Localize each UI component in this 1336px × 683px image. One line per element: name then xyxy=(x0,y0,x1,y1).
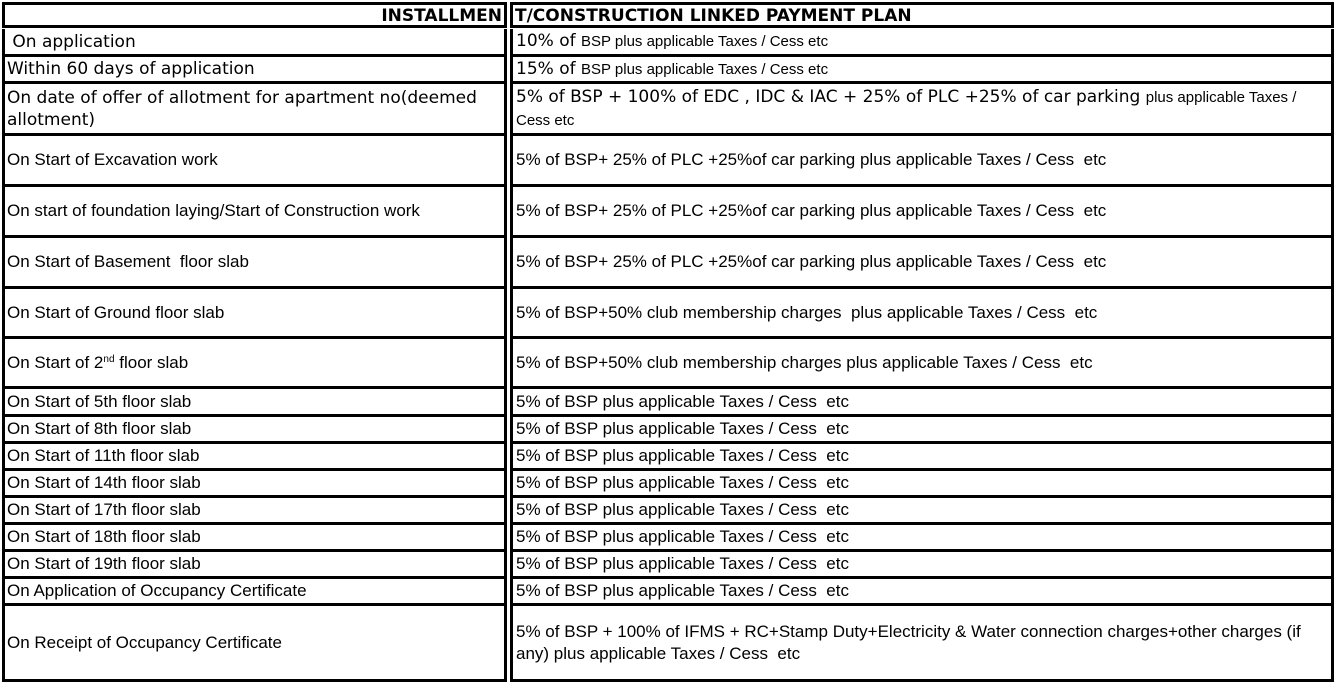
payment-cell xyxy=(510,525,1334,552)
stage-label: On Start of 17th floor slab xyxy=(7,500,201,519)
table-row xyxy=(0,136,1336,187)
stage-cell xyxy=(2,552,507,579)
table-title-left: INSTALLMEN xyxy=(2,2,507,28)
stage-label: On Receipt of Occupancy Certificate xyxy=(7,632,282,652)
stage-cell xyxy=(2,57,507,84)
stage-label: On application xyxy=(7,31,136,52)
table-row xyxy=(0,339,1336,389)
table-row xyxy=(0,552,1336,579)
stage-cell xyxy=(2,84,507,136)
payment-detail: 5% of BSP plus applicable Taxes / Cess etc xyxy=(516,391,849,411)
stage-cell xyxy=(2,289,507,339)
payment-detail: 5% of BSP+ 25% of PLC +25%of car parking plus applicable Taxes / Cess etc xyxy=(516,252,1107,271)
payment-cell xyxy=(510,57,1334,84)
stage-label: On date of offer of allotment for apartment no(deemed allotment) xyxy=(7,87,477,130)
table-row xyxy=(0,525,1336,552)
stage-cell xyxy=(2,417,507,444)
stage-cell xyxy=(2,389,507,417)
stage-cell xyxy=(2,579,507,606)
stage-label: On Start of Excavation work xyxy=(7,150,218,169)
payment-detail: 5% of BSP plus applicable Taxes / Cess etc xyxy=(516,581,849,600)
payment-cell xyxy=(510,136,1334,187)
payment-detail: 5% of BSP plus applicable Taxes / Cess etc xyxy=(516,473,849,492)
payment-cell xyxy=(510,389,1334,417)
payment-detail: 5% of BSP+ 25% of PLC +25%of car parking plus applicable Taxes / Cess etc xyxy=(516,201,1107,220)
payment-percent: 15% of xyxy=(516,58,581,79)
ordinal-suffix: nd xyxy=(103,353,115,365)
stage-cell xyxy=(2,444,507,471)
stage-cell xyxy=(2,606,507,682)
stage-cell xyxy=(2,525,507,552)
payment-cell xyxy=(510,606,1334,682)
payment-cell xyxy=(510,498,1334,525)
stage-label: On start of foundation laying/Start of Construction work xyxy=(7,201,420,220)
payment-detail: BSP plus applicable Taxes / Cess etc xyxy=(580,60,829,78)
stage-cell xyxy=(2,187,507,238)
payment-detail: 5% of BSP+ 25% of PLC +25%of car parking plus applicable Taxes / Cess etc xyxy=(516,150,1107,169)
stage-label: On Start of 8th floor slab xyxy=(7,419,192,438)
stage-label: On Start of Basement floor slab xyxy=(7,252,249,271)
stage-label: On Start of 2nd floor slab xyxy=(7,352,189,372)
stage-cell xyxy=(2,238,507,289)
payment-detail: 5% of BSP plus applicable Taxes / Cess etc xyxy=(516,554,849,573)
payment-detail: 5% of BSP+50% club membership charges plus applicable Taxes / Cess etc xyxy=(516,302,1098,322)
payment-detail: BSP plus applicable Taxes / Cess etc xyxy=(580,33,829,50)
payment-cell xyxy=(510,444,1334,471)
payment-percent: 5% of BSP + 100% of EDC , IDC & IAC + 25% of PLC +25% of car parking xyxy=(516,86,1146,107)
table-row xyxy=(0,579,1336,606)
table-row xyxy=(0,187,1336,238)
payment-detail: 5% of BSP plus applicable Taxes / Cess etc xyxy=(516,500,849,519)
table-row xyxy=(0,417,1336,444)
payment-cell xyxy=(510,84,1334,136)
payment-detail: 5% of BSP plus applicable Taxes / Cess etc xyxy=(516,527,849,546)
table-row xyxy=(0,289,1336,339)
stage-cell xyxy=(2,339,507,389)
stage-label: On Start of 19th floor slab xyxy=(7,554,201,573)
payment-cell xyxy=(510,289,1334,339)
payment-cell xyxy=(510,471,1334,498)
payment-cell xyxy=(510,238,1334,289)
table-row xyxy=(0,444,1336,471)
payment-cell xyxy=(510,417,1334,444)
stage-label: On Start of 5th floor slab xyxy=(7,391,192,411)
table-row xyxy=(0,29,1336,57)
stage-cell xyxy=(2,29,507,57)
stage-label: On Start of 11th floor slab xyxy=(7,446,200,465)
payment-detail: 5% of BSP plus applicable Taxes / Cess etc xyxy=(516,446,849,465)
stage-cell xyxy=(2,136,507,187)
stage-label: On Start of 18th floor slab xyxy=(7,527,201,546)
payment-cell xyxy=(510,187,1334,238)
payment-cell xyxy=(510,552,1334,579)
table-row xyxy=(0,606,1336,682)
table-row xyxy=(0,471,1336,498)
table-row xyxy=(0,57,1336,84)
table-row xyxy=(0,238,1336,289)
table-title-right: T/CONSTRUCTION LINKED PAYMENT PLAN xyxy=(510,2,1334,28)
table-row xyxy=(0,84,1336,136)
payment-detail: plus applicable Taxes / Cess etc xyxy=(516,88,1297,129)
payment-percent: 10% of xyxy=(516,31,581,51)
stage-cell xyxy=(2,471,507,498)
table-row xyxy=(0,498,1336,525)
payment-detail: 5% of BSP plus applicable Taxes / Cess etc xyxy=(516,419,849,438)
payment-detail: 5% of BSP + 100% of IFMS + RC+Stamp Duty+Electricity & Water connection charges+other charges (if any) plus applicable Taxes / Cess etc xyxy=(516,621,1306,663)
payment-detail: 5% of BSP+50% club membership charges plus applicable Taxes / Cess etc xyxy=(516,352,1093,372)
table-title-row xyxy=(0,0,1336,29)
stage-label: On Start of 14th floor slab xyxy=(7,473,201,492)
payment-cell xyxy=(510,579,1334,606)
stage-label: Within 60 days of application xyxy=(7,59,255,79)
stage-label: On Application of Occupancy Certificate xyxy=(7,581,307,600)
payment-cell xyxy=(510,339,1334,389)
stage-label: On Start of Ground floor slab xyxy=(7,302,225,322)
stage-cell xyxy=(2,498,507,525)
payment-cell xyxy=(510,29,1334,57)
table-row xyxy=(0,389,1336,417)
